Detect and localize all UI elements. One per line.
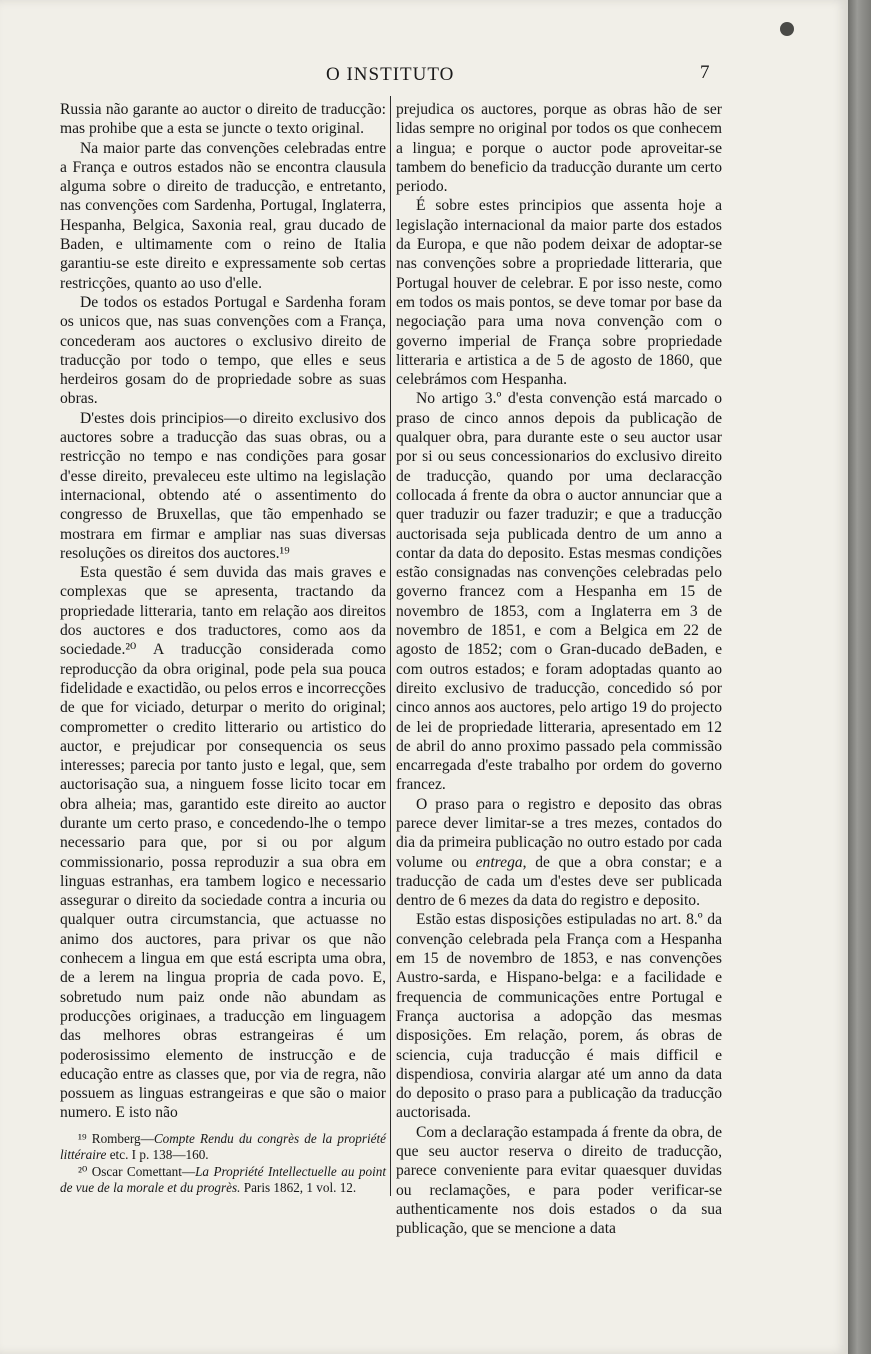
paragraph: Estão estas disposições estipuladas no art. 8.º da convenção celebrada pela França com a Hespanha em 15 de novembro de 1853, e nas convenções Austro-sarda, e Hispano-belga: e a facilidade e frequencia de communicações entre Portugal e França auctorisa a adopção das mesmas disposições. Em relação, porem, ás obras de sciencia, cuja traducção é mais difficil e dispendiosa, conviria alargar até um anno da data do deposito o praso para a publicação da traducção auctorisada. [396, 911, 722, 1122]
paragraph: Esta questão é sem duvida das mais graves e complexas que se apresenta, tractando da propriedade litteraria, tanto em relação aos direitos dos auctores e dos traductores, como aos da sociedade.²⁰ A traducção considerada como reproducção da obra original, pode pela sua pouca fidelidade e exactidão, ou pelos erros e incorrecções de que for viciado, deturpar o merito do original; comprometter o credito litterario ou artistico do auctor, e prejudicar por consequencia os seus interesses; parecia por tanto justo e legal, que, sem auctorisação sua, a ninguem fosse licito tocar em obra alheia; mas, garantido este direito ao auctor durante um certo praso, e concedendo-lhe o tempo necessario para que, por si ou por algum commissionario, possa reproduzir a sua obra em linguas estranhas, era tambem logico e necessario assegurar o direito da sociedade contra a incuria ou qualquer outra circumstancia, que actuasse no animo dos auctores, para privar os que não conhecem a lingua em que está escripta uma obra, de a lerem na lingua propria de cada povo. E, sobretudo num paiz onde não abundam as producções originaes, a traducção em linguagem das melhores obras estrangeiras é um poderosissimo elemento de instrucção e de educação entre as classes que, por via de regra, não possuem as linguas estrangeiras e que são o maior numero. E isto não [60, 564, 386, 1122]
footnote-author: Romberg— [86, 1130, 154, 1146]
footnote-rest: etc. I p. 138—160. [106, 1147, 209, 1163]
footnote-rest: Paris 1862, 1 vol. 12. [240, 1180, 357, 1196]
paragraph: D'estes dois principios—o direito exclusivo dos auctores sobre a traducção das suas obras, ou a restricção no tempo e nas condições para gosar d'esse direito, prevaleceu este ultimo na legislação internacional, obtendo até o assentimento do congresso de Bruxellas, que tão empenhado se mostrara em firmar e ampliar nas suas diversas resoluções os direitos dos auctores.¹⁹ [60, 409, 386, 562]
paragraph: De todos os estados Portugal e Sardenha foram os unicos que, nas suas convenções com a França, concederam aos auctores o exclusivo direito de traducção por todo o tempo, que elles e seus herdeiros gosam do de propriedade sobre as suas obras. [60, 293, 386, 408]
running-head: O INSTITUTO [326, 64, 455, 85]
paragraph: É sobre estes principios que assenta hoje a legislação internacional da maior parte dos estados da Europa, e que não podem deixar de adoptar-se nas convenções sobre a propriedade litteraria, que Portugal houver de celebrar. E por isso neste, como em todos os mais pontos, se deve tomar por base da negociação para uma nova convenção com o governo imperial de França sobre propriedade litteraria e artistica a de 5 de agosto de 1860, que celebrámos com Hespanha. [396, 197, 722, 389]
column-rule [390, 96, 391, 1196]
page-blemish [780, 22, 794, 36]
footnote-title: La Propriété Intellectuelle au point de vue de la morale et du progrès. [60, 1163, 387, 1196]
paragraph: Russia não garante ao auctor o direito de traducção: mas prohibe que a esta se juncte o texto original. [60, 101, 386, 138]
footnote-19 [60, 1131, 386, 1164]
footnotes [60, 1131, 386, 1197]
paragraph: Com a declaração estampada á frente da obra, de que seu auctor reserva o direito de traducção, parece conveniente para evitar quaesquer duvidas ou reclamações, e para poder verificar-se authenticamente nos dois estados o da sua publicação, que se mencione a data [396, 1123, 722, 1238]
left-column [60, 100, 386, 1197]
right-column [396, 100, 722, 1239]
footnote-20 [60, 1164, 386, 1197]
footnote-mark: ¹⁹ [78, 1130, 87, 1146]
paragraph-text: , de que a obra constar; e a traducção de cada um d'estes deve ser publicada dentro de 6 mezes da data do registro e deposito. [396, 853, 722, 910]
paragraph: prejudica os auctores, porque as obras hão de ser lidas sempre no original por todos os que conhecem a lingua; e porque o auctor pode aproveitar-se tambem do beneficio da traducção durante um certo periodo. [396, 101, 722, 196]
paragraph-text: O praso para o registro e deposito das obras parece dever limitar-se a tres mezes, contados do dia da primeira publicação no outro estado por cada volume ou [396, 795, 722, 871]
page-edge [848, 0, 871, 1354]
paragraph-italic: entrega [475, 853, 523, 871]
footnote-title: Compte Rendu du congrès de la propriété littéraire [60, 1130, 387, 1163]
footnote-author: Oscar Comettant— [87, 1163, 196, 1179]
paragraph [396, 795, 722, 911]
paragraph: No artigo 3.º d'esta convenção está marcado o praso de cinco annos depois da publicação de qualquer obra, para durante este o seu auctor usar por si ou seus concessionarios do exclusivo direito de traducção, quando por uma declaracção collocada á frente da obra o auctor annunciar que a quer traduzir ou fazer traduzir; e que a traducção auctorisada seja publicada dentro de um anno a contar da data do deposito. Estas mesmas condições estão consignadas nas convenções celebradas pelo governo francez com a Hespanha em 15 de novembro de 1853, com a Inglaterra em 3 de novembro de 1851, e com a Belgica em 22 de agosto de 1852; com o Gran-ducado deBaden, e com outros estados; e foram adoptadas quanto ao direito exclusivo de traducção, concedido só por cinco annos aos auctores, pelo artigo 19 do projecto de lei de propriedade litteraria, apresentado em 12 de abril do anno proximo passado pela commissão encarregada d'este trabalho por ordem do governo francez. [396, 390, 722, 794]
footnote-mark: ²⁰ [78, 1163, 88, 1179]
page-number: 7 [700, 62, 710, 83]
paragraph: Na maior parte das convenções celebradas entre a França e outros estados não se encontra clausula alguma sobre o direito de traducção, e entretanto, nas convenções com Sardenha, Portugal, Inglaterra, Hespanha, Belgica, Saxonia real, grau ducado de Baden, e ultimamente com o reino de Italia garantiu-se este direito e expressamente sob certas restricções, quanto ao uso d'elle. [60, 139, 386, 292]
